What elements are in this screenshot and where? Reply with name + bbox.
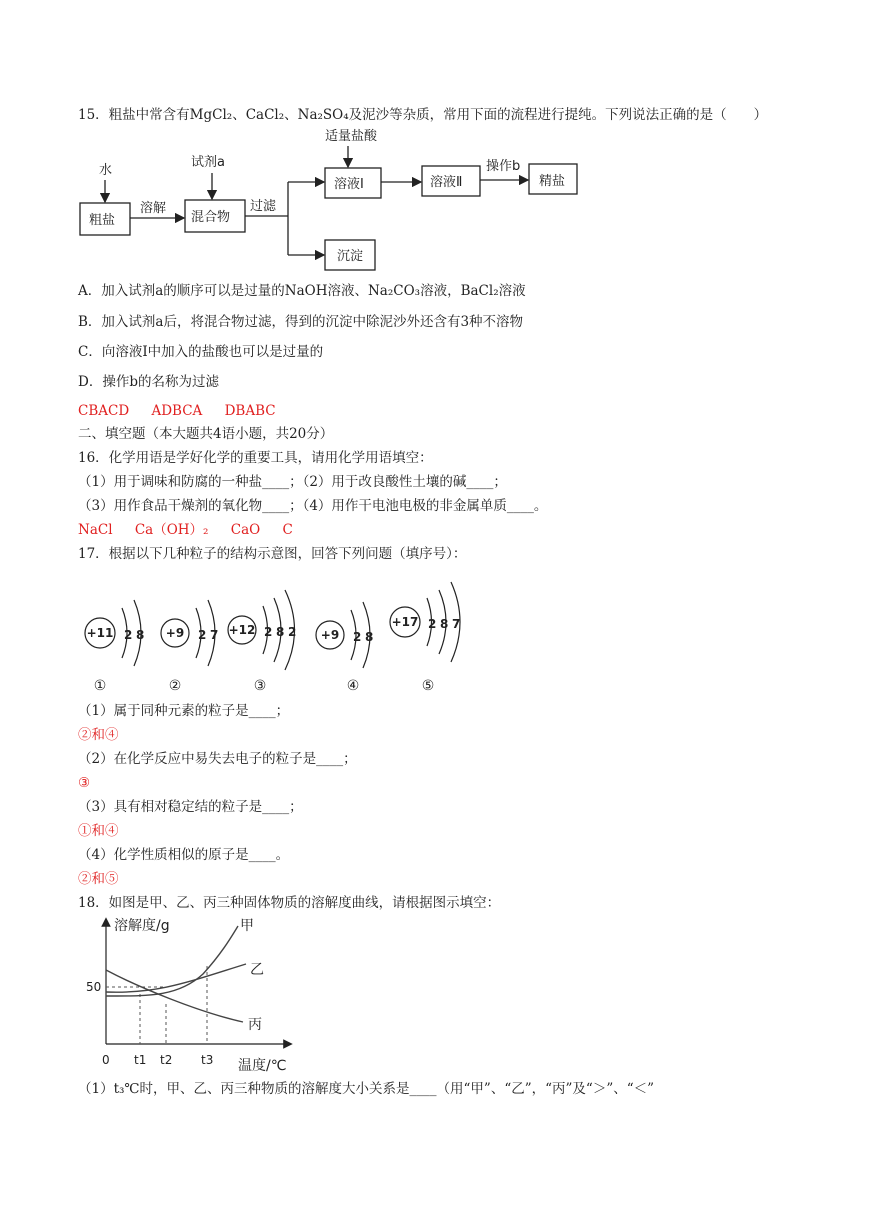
q16-stem: 16．化学用语是学好化学的重要工具，请用化学用语填空： — [78, 450, 433, 466]
q17-sub3: （3）具有相对稳定结的粒子是____； — [78, 799, 303, 815]
x-tick-0: 0 — [102, 1053, 110, 1067]
svg-text:8: 8 — [440, 617, 449, 631]
label-crude-salt: 粗盐 — [89, 213, 116, 228]
x-axis-label: 温度/℃ — [238, 1058, 287, 1074]
q15-option-a: A．加入试剂a的顺序可以是过量的NaOH溶液、Na₂CO₃溶液，BaCl₂溶液 — [78, 283, 526, 299]
label-solution1: 溶液Ⅰ — [334, 177, 364, 192]
label-mixture: 混合物 — [191, 210, 231, 225]
y-tick-50: 50 — [86, 980, 102, 994]
svg-text:2: 2 — [198, 628, 207, 642]
label-filter: 过滤 — [250, 199, 277, 214]
svg-text:2: 2 — [264, 625, 273, 639]
x-tick-t2: t2 — [160, 1053, 173, 1067]
svg-text:+9: +9 — [320, 628, 340, 642]
q15-option-d: D．操作b的名称为过滤 — [78, 374, 219, 390]
label-dissolve: 溶解 — [140, 201, 167, 216]
svg-text:2: 2 — [353, 630, 362, 644]
label-reagent-a: 试剂a — [191, 155, 225, 170]
svg-text:7: 7 — [210, 628, 219, 642]
q15-option-b: B．加入试剂a后，将混合物过滤，得到的沉淀中除泥沙外还含有3种不溶物 — [78, 314, 524, 330]
svg-text:2: 2 — [288, 625, 297, 639]
svg-text:+9: +9 — [165, 626, 185, 640]
svg-text:8: 8 — [276, 625, 285, 639]
svg-text:2: 2 — [428, 617, 437, 631]
label-water: 水 — [99, 163, 113, 178]
svg-text:+11: +11 — [86, 626, 114, 640]
answer-4: C — [282, 522, 293, 538]
svg-text:2: 2 — [124, 628, 133, 642]
q18-sub1: （1）t₃℃时，甲、乙、丙三种物质的溶解度大小关系是____（用“甲”、“乙”，“丙”及“＞”、“＜” — [78, 1081, 655, 1097]
answer-3: DBABC — [224, 403, 276, 419]
q15-stem: 15．粗盐中常含有MgCl₂、CaCl₂、Na₂SO₄及泥沙等杂质，常用下面的流程进行提纯。下列说法正确的是（ ） — [78, 107, 768, 123]
series-label-bing: 丙 — [248, 1017, 262, 1033]
particle-label-2: ② — [168, 678, 182, 694]
answer-1: CBACD — [78, 403, 130, 419]
label-precipitate: 沉淀 — [337, 249, 364, 264]
particle-label-4: ④ — [346, 678, 360, 694]
atom-structure-diagrams — [70, 578, 490, 698]
x-tick-t3: t3 — [201, 1053, 214, 1067]
x-tick-t1: t1 — [134, 1053, 147, 1067]
q16-answers — [78, 521, 311, 539]
section-heading: 二、填空题（本大题共4语小题，共20分） — [78, 426, 334, 442]
y-axis-label: 溶解度/g — [114, 918, 170, 934]
series-yi-curve — [106, 964, 246, 992]
q17-ans3: ①和④ — [78, 823, 119, 839]
series-label-yi: 乙 — [250, 962, 264, 978]
answer-3: CaO — [230, 522, 261, 538]
q17-ans4: ②和⑤ — [78, 871, 119, 887]
label-fine-salt: 精盐 — [539, 174, 566, 189]
label-solution2: 溶液Ⅱ — [430, 175, 463, 190]
particle-label-5: ⑤ — [421, 678, 435, 694]
q17-sub4: （4）化学性质相似的原子是____。 — [78, 847, 290, 863]
series-label-jia: 甲 — [240, 918, 254, 934]
q16-line2: （3）用作食品干燥剂的氧化物____；（4）用作干电池电极的非金属单质____。 — [78, 498, 548, 514]
q17-sub2: （2）在化学反应中易失去电子的粒子是____； — [78, 751, 357, 767]
particle-label-3: ③ — [253, 678, 267, 694]
solubility-chart — [78, 912, 318, 1077]
answer-2: ADBCA — [151, 403, 203, 419]
q15-option-c: C．向溶液Ⅰ中加入的盐酸也可以是过量的 — [78, 344, 324, 360]
q15-answers — [78, 402, 294, 420]
q17-ans1: ②和④ — [78, 727, 119, 743]
svg-text:+17: +17 — [391, 615, 419, 629]
q17-stem: 17．根据以下几种粒子的结构示意图，回答下列问题（填序号）： — [78, 546, 467, 562]
svg-text:7: 7 — [452, 617, 461, 631]
q17-ans2: ③ — [78, 775, 91, 791]
q17-sub1: （1）属于同种元素的粒子是____； — [78, 703, 290, 719]
svg-text:8: 8 — [136, 628, 145, 642]
label-hcl: 适量盐酸 — [325, 129, 378, 144]
svg-text:+12: +12 — [228, 623, 256, 637]
label-operation-b: 操作b — [486, 159, 521, 174]
flow-diagram — [70, 128, 610, 273]
answer-2: Ca（OH）₂ — [134, 522, 209, 538]
q16-line1: （1）用于调味和防腐的一种盐____；（2）用于改良酸性土壤的碱____； — [78, 474, 507, 490]
particle-label-1: ① — [93, 678, 107, 694]
answer-1: NaCl — [78, 522, 113, 538]
svg-text:8: 8 — [365, 630, 374, 644]
q18-stem: 18．如图是甲、乙、丙三种固体物质的溶解度曲线，请根据图示填空： — [78, 895, 501, 911]
